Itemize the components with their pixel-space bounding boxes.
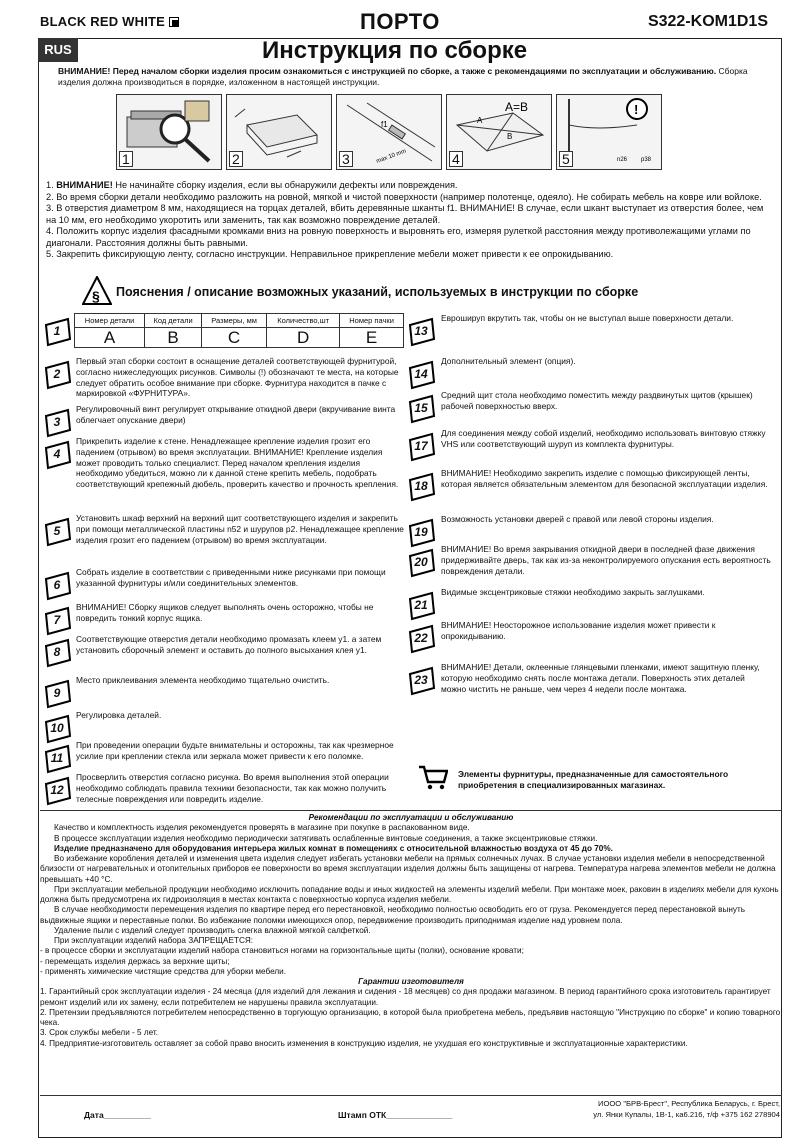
section-text-3: Регулировочный винт регулирует открывание откидной двери (вкручивание винта облегчает опускание двери) [76, 404, 396, 425]
part-label-table: Номер детали Код детали Размеры, мм Количество,шт Номер пачки A B C D E [74, 313, 404, 348]
section-text-5: Установить шкаф верхний на верхний щит соответствующего изделия и закрепить при помощи металлической пластины n52 и шурупов p2. Ненадлежащее крепление изделия грозит его падением (отрывом) во время эксплуатации. [76, 513, 404, 545]
svg-text:A: A [477, 116, 483, 125]
section-badge-19: 19 [406, 518, 436, 548]
section-badge-15: 15 [406, 394, 436, 424]
divider [40, 810, 782, 811]
section-warning-icon [82, 276, 112, 306]
step-image-2: 2 [226, 94, 332, 170]
svg-text:n26: n26 [617, 157, 628, 163]
svg-text:!: ! [634, 102, 639, 117]
section-text-7: ВНИМАНИЕ! Сборку ящиков следует выполнять очень осторожно, чтобы не повредить тонкий корпус ящика. [76, 602, 374, 623]
section-badge-6: 6 [42, 571, 72, 601]
section-badge-23: 23 [406, 666, 436, 696]
section-badge-11: 11 [42, 744, 72, 774]
section-text-15: Средний щит стола необходимо поместить между раздвинутых щитов (крышек) рабочей поверхностью вверх. [441, 390, 753, 411]
svg-text:B: B [507, 132, 513, 141]
shopping-cart-icon [418, 764, 448, 790]
section-badge-22: 22 [406, 624, 436, 654]
page-title: Инструкция по сборке [262, 37, 528, 64]
section-text-8: Соответствующие отверстия детали необходимо промазать клеем y1. а затем установить сборочный элемент и оставить до полного высыхания клея y1. [76, 634, 382, 655]
section-badge-3: 3 [42, 408, 72, 438]
step-item: 4. Положить корпус изделия фасадными кромками вниз на ровную поверхность и выровнять его, измеряя рулеткой расстояния между противолежащими углами по диагонали. Расстояния должны быть равными. [46, 226, 751, 248]
section-text-20: ВНИМАНИЕ! Во время закрывания откидной двери в последней фазе движения придерживайте дверь, так как из-за неконтролируемого опускания есть вероятность повреждения детали. [441, 544, 771, 576]
assembly-steps [46, 180, 774, 261]
section-text-19: Возможность установки дверей с правой или левой стороны изделия. [441, 514, 714, 524]
section-badge-12: 12 [42, 776, 72, 806]
section-text-13: Еврошируп вкрутить так, чтобы он не выступал выше поверхности детали. [441, 313, 734, 323]
step-image-5: ! n26 p38 5 [556, 94, 662, 170]
product-code: S322-KOM1D1S [647, 13, 768, 30]
section-badge-4: 4 [42, 440, 72, 470]
section-text-12: Просверлить отверстия согласно рисунка. Во время выполнения этой операции необходимо соблюдать правила техники безопасности, так как можно получить телесные повреждения или повредить изделие. [76, 772, 389, 804]
section-header: § Пояснения / описание возможных указаний, используемых в инструкции по сборке [82, 276, 782, 304]
step-image-3: f1 max 10 mm 3 [336, 94, 442, 170]
svg-text:max 10 mm: max 10 mm [375, 148, 408, 165]
section-badge-10: 10 [42, 714, 72, 744]
step-image-4: A=B A B 4 [446, 94, 552, 170]
section-text-6: Собрать изделие в соответствии с приведенными ниже рисунками при помощи указанной фурнитуры и/или соединительных элементов. [76, 567, 386, 588]
svg-text:p38: p38 [641, 157, 652, 163]
section-badge-7: 7 [42, 606, 72, 636]
section-badge-14: 14 [406, 360, 436, 390]
svg-text:f1: f1 [381, 120, 388, 129]
section-text-23: ВНИМАНИЕ! Детали, оклеенные глянцевыми пленками, имеют защитную пленку, которую необходимо снять после монтажа детали. Поверхность этих деталей можно чистить не раньше, чем через 4 недели после монтажа. [441, 662, 760, 694]
section-text-22: ВНИМАНИЕ! Неосторожное использование изделия может привести к опрокидыванию. [441, 620, 716, 641]
step-item: 2. Во время сборки детали необходимо разложить на ровной, мягкой и чистой поверхности (например полотенце, одеяло). Не собирать мебель на ковре или войлоке. [46, 191, 762, 202]
section-badge-21: 21 [406, 591, 436, 621]
section-text-2: Первый этап сборки состоит в оснащение деталей соответствующей фурнитурой, согласно нижеследующих рисунков. Символы (!) обозначают те места, на которые следует обратить особое внимание при сборке. Фурнитура находится в пачке с маркировкой «ФУРНИТУРА». [76, 356, 399, 399]
svg-text:A=B: A=B [505, 100, 529, 114]
step-item: 1. ВНИМАНИЕ! Не начинайте сборку изделия, если вы обнаружили дефекты или повреждения. [46, 180, 458, 190]
section-badge-1: 1 [42, 317, 72, 347]
care-recommendations: Рекомендации по эксплуатации и обслуживанию Качество и комплектность изделия рекомендуется проверять в магазине при покупке в распакованном виде. В процессе эксплуатации изделия необходимо периодически затягивать ослабленные винтовые соединения, а также эксцентриковые стяжки. Изделие предназначено для оборудования интерьера жилых комнат в помещениях с относительной влажностью воздуха от 45 до 70%. Во избежание коробления деталей и изменения цвета изделия следует избегать установки мебели на прямых солнечных лучах. В случае установки изделия мебели в непосредственной близости от нагревательных и отопительных приборов ее поверхности во время эксплуатации изделия должны быть защищены от нагрева. Температура нагрева элементов мебели не должна превышать +40 °С. При эксплуатации мебельной продукции необходимо исключить попадание воды и иных жидкостей на элементы изделий мебели. При монтаже моек, раковин в изделиях мебели для кухонь должна быть предусмотрена их гидроизоляция в местах контакта с поверхностью корпуса изделия мебели. В случае необходимости перемещения изделия по квартире перед его перестановкой, необходимо полностью освободить его от груза. Рекомендуется перед перестановкой вынуть выдвижные ящики и переставные полки. Во избежание поломки имеющихся опор, передвижение производить приподнимая изделие над уровнем пола. Удаление пыли с изделий следует производить слегка влажной мягкой салфеткой. При эксплуатации изделий набора ЗАПРЕЩАЕТСЯ: - в процессе сборки и эксплуатации изделий набора становиться ногами на горизонтальные щиты (полки), основание кровати; - перемещать изделия держась за верхние щиты; - применять химические чистящие средства для уборки мебели. Гарантии изготовителя 1. Гарантийный срок эксплуатации изделия - 24 месяца (для изделий для лежания и сидения - 18 месяцев) со дня продажи магазином. В период гарантийного срока изготовитель гарантирует ремонт изделий или их замену, если потребителем не нарушены правила эксплуатации. 2. Претензии предъявляются потребителем непосредственно в торгующую организацию, в которой была приобретена мебель, предъявив настоящую "Инструкцию по сборке" и копию товарного чека. 3. Срок службы мебели - 5 лет. 4. Предприятие-изготовитель оставляет за собой право вносить изменения в конструкцию изделия, не ухудшая его конструктивные и эксплуатационные характеристики. [40, 813, 781, 1048]
section-text-10: Регулировка деталей. [76, 710, 162, 720]
section-badge-5: 5 [42, 517, 72, 547]
section-badge-13: 13 [406, 317, 436, 347]
brand-logo: BLACK RED WHITE [40, 14, 179, 31]
intro-warning: ВНИМАНИЕ! Перед началом сборки изделия просим ознакомиться с инструкцией по сборке, а также с рекомендациями по эксплуатации и обслуживанию. Сборка изделия должна производиться в порядке, изложенном в настоящей инструкции. [58, 66, 748, 87]
model-name: ПОРТО [360, 9, 440, 34]
section-badge-8: 8 [42, 638, 72, 668]
step-item: 3. В отверстия диаметром 8 мм, находящиеся на торцах деталей, вбить деревянные шканты f1. ВНИМАНИЕ! В случае, если шкант выступает из отверстия более, чем на 10 мм, его необходимо укоротить или заменить, так как возможно повреждение деталей. [46, 203, 764, 225]
section-badge-17: 17 [406, 432, 436, 462]
section-text-17: Для соединения между собой изделий, необходимо использовать винтовую стяжку VHS или соответствующий шуруп из комплекта фурнитуры. [441, 428, 766, 449]
section-text-11: При проведении операции будьте внимательны и осторожны, так как чрезмерное усилие при креплении стекла или зеркала может привести к его поломке. [76, 740, 394, 761]
stamp-field: Штамп ОТК______________ [338, 1110, 453, 1120]
section-text-4: Прикрепить изделие к стене. Ненадлежащее крепление изделия грозит его падением (отрывом) во время эксплуатации. ВНИМАНИЕ! Крепление изделия может проводить только специалист. Перед началом крепления изделия необходимо убедиться, можно ли к данной стене крепить мебель, подобрать соответствующий крепежный дюбель, проверить качество и прочность крепления. [76, 436, 399, 489]
section-badge-20: 20 [406, 548, 436, 578]
section-text-9: Место приклеивания элемента необходимо тщательно очистить. [76, 675, 330, 685]
cart-note: Элементы фурнитуры, предназначенные для самостоятельного приобретения в специализированных магазинах. [458, 769, 729, 790]
company-info: ИООО "БРВ-Брест", Республика Беларусь, г. Брест, ул. Янки Купалы, 1В-1, ка6.216, т/ф +375 162 278904 [593, 1099, 780, 1120]
section-text-21: Видимые эксцентриковые стяжки необходимо закрыть заглушками. [441, 587, 705, 597]
section-badge-2: 2 [42, 360, 72, 390]
step-image-1: 1 [116, 94, 222, 170]
date-field: Дата__________ [84, 1110, 151, 1120]
section-text-18: ВНИМАНИЕ! Необходимо закрепить изделие с помощью фиксирующей ленты, которая является обязательным элементом для безопасной эксплуатации изделия. [441, 468, 768, 489]
section-text-14: Дополнительный элемент (опция). [441, 356, 576, 366]
section-badge-9: 9 [42, 679, 72, 709]
svg-text:§: § [92, 288, 100, 304]
step-item: 5. Закрепить фиксирующую ленту, согласно инструкции. Неправильное прикрепление мебели может привести к ее опрокидыванию. [46, 249, 614, 259]
language-badge: RUS [38, 38, 78, 62]
footer-divider [40, 1095, 782, 1096]
section-badge-18: 18 [406, 472, 436, 502]
